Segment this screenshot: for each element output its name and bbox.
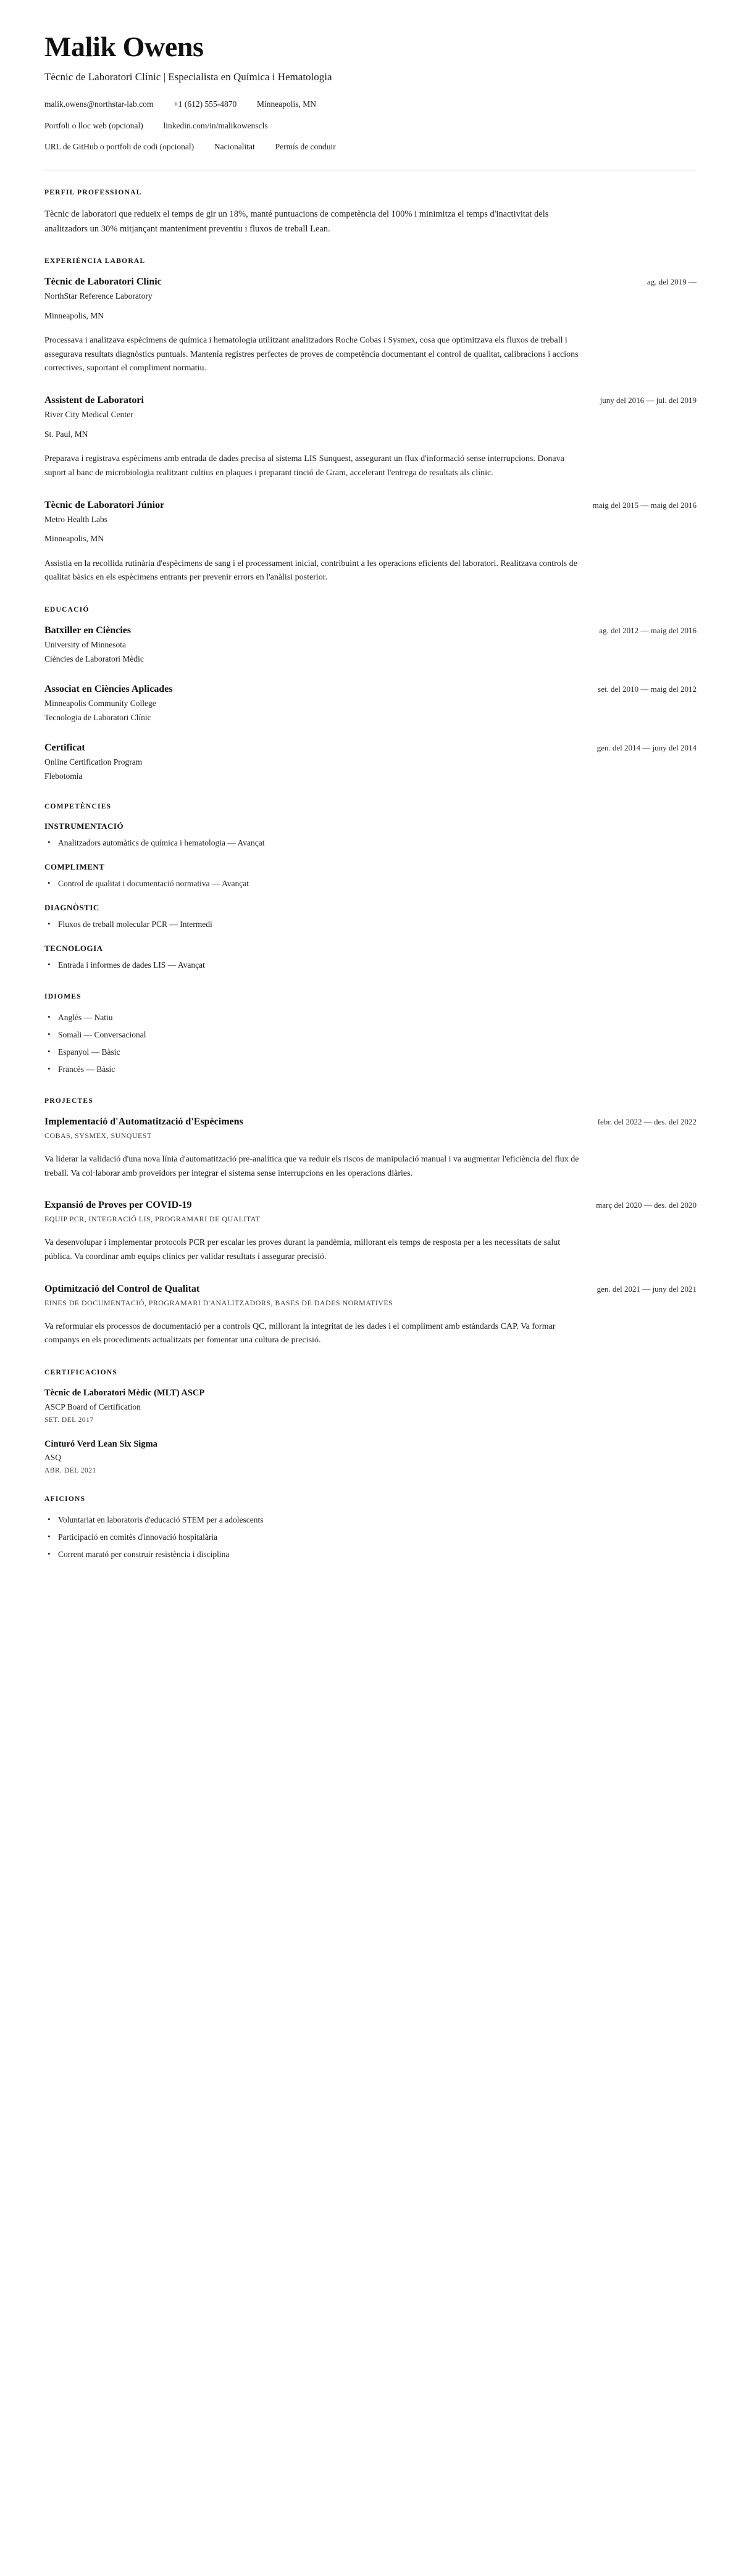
experience-item: [44, 499, 697, 585]
section-skills: [44, 803, 697, 972]
section-title-education: EDUCACIÓ: [44, 606, 90, 614]
education-field: Ciències de Laboratori Mèdic: [44, 654, 144, 663]
candidate-headline: Tècnic de Laboratori Clínic | Especialista en Química i Hematologia: [44, 71, 332, 83]
certification-item: [44, 1439, 697, 1475]
language-list: [44, 1012, 697, 1076]
project-tags: EINES DE DOCUMENTACIÓ, PROGRAMARI D'ANALITZADORS, BASES DE DADES NORMATIVES: [44, 1298, 393, 1307]
language-item: • Espanyol — Bàsic: [44, 1046, 697, 1059]
experience-location: Minneapolis, MN: [44, 310, 104, 320]
skill-item: • Fluxos de treball molecular PCR — Intermedi: [44, 918, 697, 931]
resume-header: [44, 32, 697, 152]
contact-driving-license-placeholder[interactable]: Permís de conduir: [275, 141, 336, 151]
contact-email[interactable]: malik.owens@northstar-lab.com: [44, 99, 154, 109]
certification-date: ABR. DEL 2021: [44, 1467, 96, 1475]
experience-item-head: [44, 499, 697, 512]
skill-category: INSTRUMENTACIÓ: [44, 821, 124, 831]
section-profile: [44, 189, 697, 236]
language-item: • Francès — Bàsic: [44, 1063, 697, 1076]
education-school: University of Minnesota: [44, 640, 126, 650]
hobby-item: • Voluntariat en laboratoris d'educació STEM per a adolescents: [44, 1514, 697, 1527]
certification-item: [44, 1387, 697, 1424]
experience-location: Minneapolis, MN: [44, 534, 104, 544]
contact-linkedin[interactable]: linkedin.com/in/malikowenscls: [163, 120, 268, 130]
section-title-profile: PERFIL PROFESSIONAL: [44, 189, 142, 197]
education-item: [44, 625, 697, 665]
experience-company: NorthStar Reference Laboratory: [44, 291, 153, 301]
education-item-head: [44, 625, 697, 637]
project-tags: COBAS, SYSMEX, SUNQUEST: [44, 1131, 152, 1140]
section-certifications: [44, 1369, 697, 1474]
section-education: [44, 606, 697, 782]
contact-row-extra: [44, 141, 697, 152]
candidate-name: Malik Owens: [44, 31, 204, 62]
hobby-list: [44, 1514, 697, 1561]
skill-category: DIAGNÒSTIC: [44, 903, 99, 913]
project-item-head: [44, 1283, 697, 1295]
education-degree: Batxiller en Ciències: [44, 625, 132, 636]
certification-name: Cinturó Verd Lean Six Sigma: [44, 1439, 157, 1449]
certification-issuer: ASCP Board of Certification: [44, 1402, 141, 1411]
section-title-certifications: CERTIFICACIONS: [44, 1368, 118, 1376]
section-title-hobbies: AFICIONS: [44, 1495, 86, 1503]
skill-category: TECNOLOGIA: [44, 944, 103, 954]
project-dates: març del 2020 — des. del 2020: [596, 1200, 697, 1210]
section-title-projects: PROJECTES: [44, 1097, 93, 1105]
education-dates: gen. del 2014 — juny del 2014: [597, 743, 697, 753]
profile-summary-text: Tècnic de laboratori que redueix el temps de gir un 18%, manté puntuacions de competència del 100% i minimitza el temps d'inactivitat dels analitzadors un 30% mitjançant manteniment preventiu i fluxos de treball Lean.: [44, 209, 549, 234]
experience-role: Assistent de Laboratori: [44, 395, 144, 406]
experience-dates: ag. del 2019 —: [647, 277, 697, 287]
project-dates: gen. del 2021 — juny del 2021: [597, 1284, 697, 1294]
education-item: [44, 742, 697, 782]
education-degree: Certificat: [44, 742, 85, 754]
project-name: Expansió de Proves per COVID-19: [44, 1200, 192, 1211]
skill-list: [44, 918, 697, 931]
experience-dates: maig del 2015 — maig del 2016: [592, 500, 697, 510]
project-item-head: [44, 1116, 697, 1128]
hobby-item: • Corrent marató per construir resistència i disciplina: [44, 1548, 697, 1561]
project-name: Implementació d'Automatització d'Espècimens: [44, 1116, 243, 1127]
education-item: [44, 683, 697, 723]
education-dates: set. del 2010 — maig del 2012: [598, 684, 697, 694]
experience-description: Assistia en la recollida rutinària d'espècimens de sang i el processament inicial, contribuint a les operacions eficients del laboratori. Realitzava controls de qualitat bàsics en els espècimens entrants per prevenir errors en l'anàlisi posterior.: [44, 559, 577, 583]
section-title-languages: IDIOMES: [44, 993, 82, 1001]
contact-github-placeholder[interactable]: URL de GitHub o portfoli de codi (opcional): [44, 141, 195, 151]
project-dates: febr. del 2022 — des. del 2022: [597, 1116, 697, 1126]
skill-list: [44, 878, 697, 891]
skill-item: • Entrada i informes de dades LIS — Avançat: [44, 959, 697, 972]
skill-list: [44, 959, 697, 972]
experience-role: Tècnic de Laboratori Clínic: [44, 276, 162, 288]
contact-phone[interactable]: +1 (612) 555-4870: [174, 99, 237, 109]
certification-name: Tècnic de Laboratori Mèdic (MLT) ASCP: [44, 1387, 205, 1398]
skill-item: • Analitzadors automàtics de química i hematologia — Avançat: [44, 837, 697, 850]
contact-row-primary: [44, 99, 697, 110]
section-experience: [44, 257, 697, 585]
experience-role: Tècnic de Laboratori Júnior: [44, 499, 165, 510]
education-school: Online Certification Program: [44, 757, 143, 767]
project-tags: EQUIP PCR, INTEGRACIÓ LIS, PROGRAMARI DE QUALITAT: [44, 1215, 261, 1224]
education-school: Minneapolis Community College: [44, 699, 156, 708]
experience-location: St. Paul, MN: [44, 429, 88, 439]
project-description: Va liderar la validació d'una nova línia d'automatització pre-analítica que va reduir els riscos de manipulació manual i va augmentar l'eficiència del flux de treball. Va col·laborar amb proveïdors per integrar el sistema sense interrupcions en les operacions diàries.: [44, 1154, 579, 1178]
experience-item: [44, 276, 697, 376]
contact-nationality-placeholder[interactable]: Nacionalitat: [214, 141, 255, 151]
skill-group: [44, 944, 697, 972]
skill-group: [44, 821, 697, 850]
education-item-head: [44, 683, 697, 696]
experience-description: Preparava i registrava espècimens amb entrada de dades precisa al sistema LIS Sunquest, assegurant un flux d'informació sense interrupcions. Donava suport al banc de microbiologia realitzant cultius en plaques i preparant tinció de Gram, accelerant l'entrega de resultats als clínic.: [44, 454, 564, 478]
project-description: Va desenvolupar i implementar protocols PCR per escalar les proves durant la pandèmia, millorant els temps de resposta per a les necessitats de salut pública. Va coordinar amb equips clínics per validar resultats i assegurar precisió.: [44, 1238, 561, 1261]
section-hobbies: [44, 1495, 697, 1561]
education-field: Tecnologia de Laboratori Clínic: [44, 712, 151, 722]
education-item-head: [44, 742, 697, 754]
section-title-skills: COMPETÈNCIES: [44, 803, 112, 811]
project-item: [44, 1199, 697, 1264]
project-item: [44, 1283, 697, 1348]
education-field: Flebotomia: [44, 771, 83, 781]
education-degree: Associat en Ciències Aplicades: [44, 684, 173, 695]
experience-company: Metro Health Labs: [44, 514, 107, 524]
section-languages: [44, 993, 697, 1076]
skill-list: [44, 837, 697, 850]
experience-description: Processava i analitzava espècimens de química i hematologia utilitzant analitzadors Roche Cobas i Sysmex, cosa que optimitzava els fluxos de treball i assegurava resultats diagnòstics puntuals. Mantenía registres perfectes de proves de competència documentant el control de qualitat, calibracions i accions correctives, suportant el compliment normatiu.: [44, 336, 579, 373]
project-description: Va reformular els processos de documentació per a controls QC, millorant la integritat de les dades i el compliment amb estàndards CAP. Va formar companys en els procediments actualitzats per fomentar una cultura de precisió.: [44, 1321, 556, 1345]
section-title-experience: EXPERIÈNCIA LABORAL: [44, 257, 146, 265]
education-dates: ag. del 2012 — maig del 2016: [599, 626, 697, 636]
contact-location: Minneapolis, MN: [256, 99, 316, 109]
certification-issuer: ASQ: [44, 1453, 62, 1463]
project-name: Optimització del Control de Qualitat: [44, 1283, 200, 1294]
skill-item: • Control de qualitat i documentació normativa — Avançat: [44, 878, 697, 891]
experience-item: [44, 394, 697, 480]
project-item: [44, 1116, 697, 1181]
experience-dates: juny del 2016 — jul. del 2019: [600, 396, 697, 405]
section-projects: [44, 1097, 697, 1348]
project-item-head: [44, 1199, 697, 1211]
experience-item-head: [44, 276, 697, 288]
skill-group: [44, 862, 697, 891]
language-item: • Somali — Conversacional: [44, 1029, 697, 1042]
skill-category: COMPLIMENT: [44, 862, 105, 872]
contact-row-web: [44, 120, 697, 131]
experience-item-head: [44, 394, 697, 407]
hobby-item: • Participació en comitès d'innovació hospitalària: [44, 1531, 697, 1544]
experience-company: River City Medical Center: [44, 410, 133, 420]
certification-date: SET. DEL 2017: [44, 1416, 94, 1424]
skill-group: [44, 903, 697, 931]
contact-portfolio-placeholder[interactable]: Portfoli o lloc web (opcional): [44, 120, 143, 130]
language-item: • Anglès — Natiu: [44, 1012, 697, 1024]
